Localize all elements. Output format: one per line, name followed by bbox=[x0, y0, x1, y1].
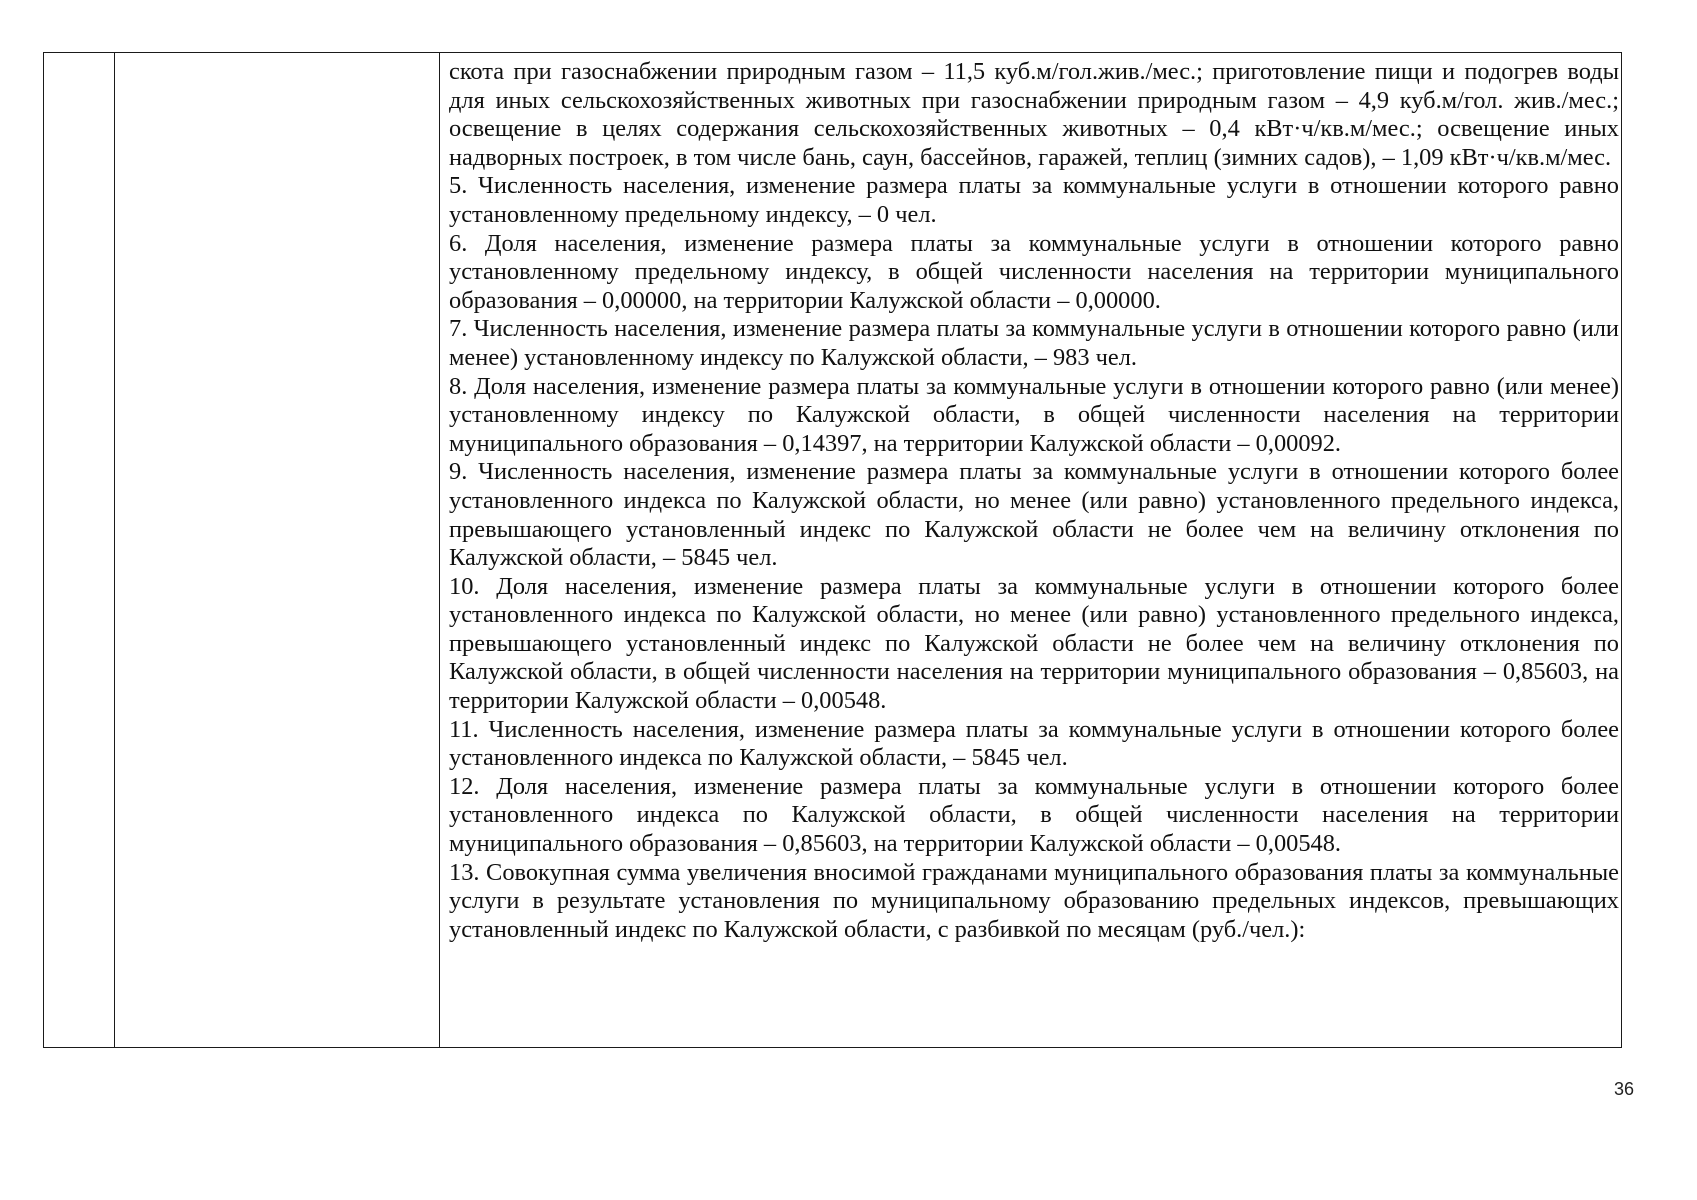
paragraph-item-5: 5. Численность населения, изменение размера платы за коммунальные услуги в отношении которого равно установленному предельному индексу, – 0 чел. bbox=[449, 172, 1619, 228]
paragraph-item-11: 11. Численность населения, изменение размера платы за коммунальные услуги в отношении которого более установленного индекса по Калужской области, – 5845 чел. bbox=[449, 715, 1619, 772]
paragraph-item-10: 10. Доля населения, изменение размера платы за коммунальные услуги в отношении которого более установленного индекса по Калужской области, но менее (или равно) установленного предельного индекса, превышающего установленный индекс по Калужской области не более чем на величину отклонения по Калужской области, в общей численности населения на территории муниципального образования – 0,85603, на территории Калужской области – 0,00548. bbox=[449, 572, 1619, 715]
page-number: 36 bbox=[1614, 1079, 1635, 1099]
paragraph-item-9: 9. Численность населения, изменение размера платы за коммунальные услуги в отношении которого более установленного индекса по Калужской области, но менее (или равно) установленного предельного индекса, превышающего установленный индекс по Калужской области не более чем на величину отклонения по Калужской области, – 5845 чел. bbox=[449, 458, 1619, 572]
table-cell-text bbox=[449, 58, 1619, 1046]
paragraph-item-7: 7. Численность населения, изменение размера платы за коммунальные услуги в отношении которого равно (или менее) установленному индексу по Калужской области, – 983 чел. bbox=[449, 315, 1619, 371]
table-column-divider-2 bbox=[439, 53, 440, 1047]
paragraph-item-12: 12. Доля населения, изменение размера платы за коммунальные услуги в отношении которого более установленного индекса по Калужской области, в общей численности населения на территории муниципального образования – 0,85603, на территории Калужской области – 0,00548. bbox=[449, 772, 1619, 858]
paragraph-continuation: скота при газоснабжении природным газом – 11,5 куб.м/гол.жив./мес.; приготовление пищи и подогрев воды для иных сельскохозяйственных животных при газоснабжении природным газом – 4,9 куб.м/гол. жив./мес.; освещение в целях содержания сельскохозяйственных животных – 0,4 кВт·ч/кв.м/мес.; освещение иных надворных построек, в том числе бань, саун, бассейнов, гаражей, теплиц (зимних садов), – 1,09 кВт·ч/кв.м/мес. bbox=[449, 58, 1619, 171]
paragraph-item-13: 13. Совокупная сумма увеличения вносимой гражданами муниципального образования платы за коммунальные услуги в результате установления по муниципальному образованию предельных индексов, превышающих установленный индекс по Калужской области, с разбивкой по месяцам (руб./чел.): bbox=[449, 858, 1619, 943]
paragraph-item-8: 8. Доля населения, изменение размера платы за коммунальные услуги в отношении которого равно (или менее) установленному индексу по Калужской области, в общей численности населения на территории муниципального образования – 0,14397, на территории Калужской области – 0,00092. bbox=[449, 372, 1619, 457]
table-column-divider-1 bbox=[114, 53, 115, 1047]
paragraph-item-6: 6. Доля населения, изменение размера платы за коммунальные услуги в отношении которого равно установленному предельному индексу, в общей численности населения на территории муниципального образования – 0,00000, на территории Калужской области – 0,00000. bbox=[449, 229, 1619, 314]
